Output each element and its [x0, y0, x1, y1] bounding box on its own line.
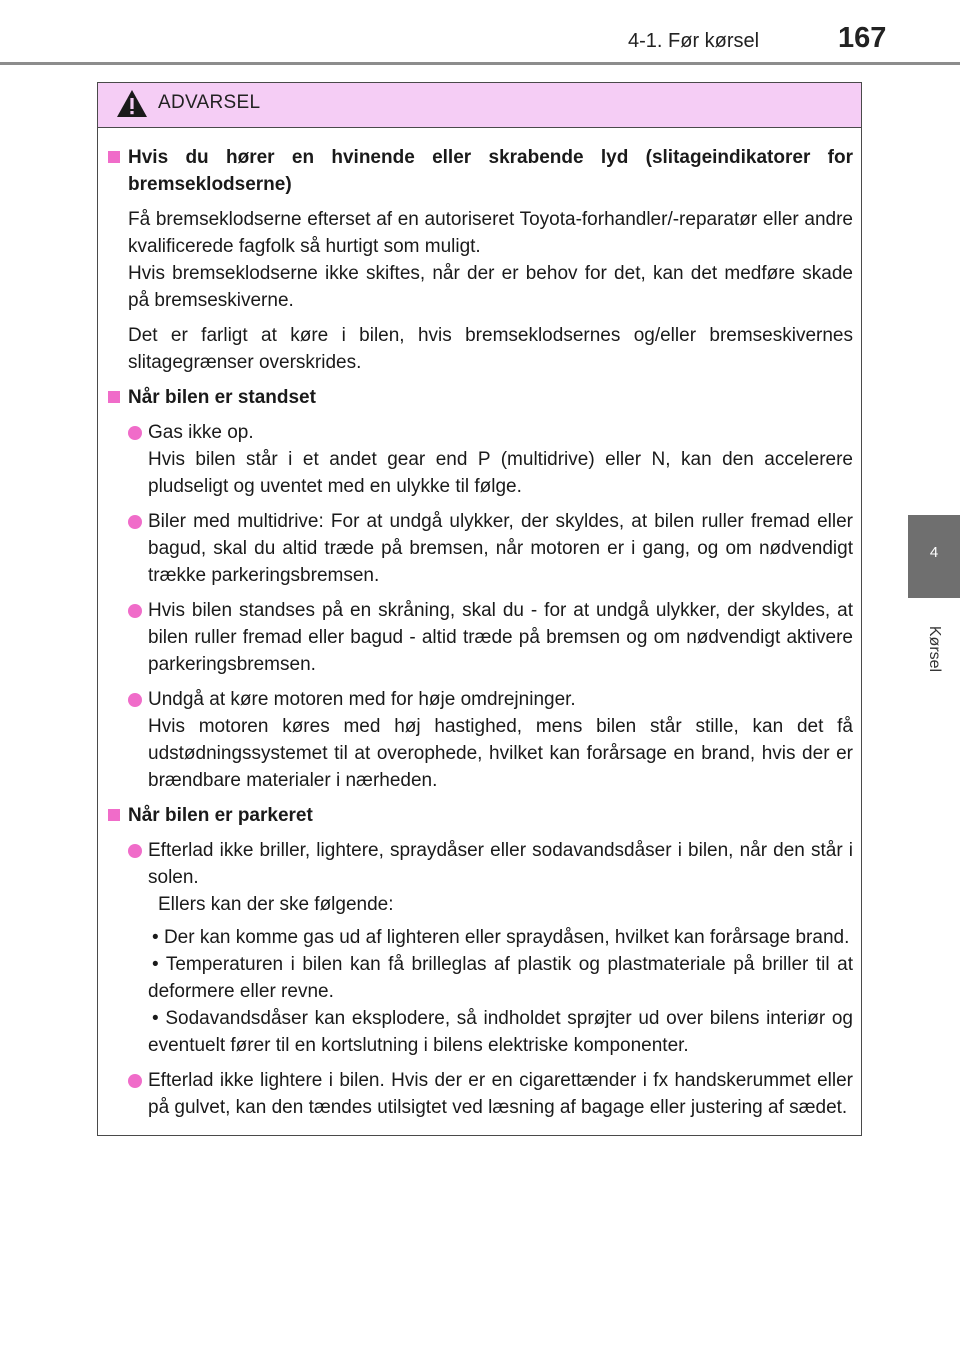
paragraph: Det er farligt at køre i bilen, hvis bremseklodsernes og/eller bremseskivernes slitagegrænser overskrides. [128, 325, 853, 373]
round-bullet-icon [128, 426, 142, 440]
chapter-label: Kørsel [926, 625, 943, 673]
section-heading: Når bilen er standset [108, 384, 853, 411]
warning-triangle-icon [116, 89, 148, 118]
paragraph: Få bremseklodserne efterset af en autoriseret Toyota-forhandler/-reparatør eller andre kvalificerede fagfolk så hurtigt som muligt. Hvis bremseklodserne ikke skiftes, når der er behov for det, kan det medføre skade på bremseskiverne. [128, 209, 853, 311]
sub-list-item: • Sodavandsdåser kan eksplodere, så indholdet sprøjter ud over bilens interiør og eventuelt fører til en kortslutning i bilens elektriske komponenter. [148, 1008, 854, 1056]
small-bullet-icon: • [152, 954, 159, 975]
list-item: Biler med multidrive: For at undgå ulykker, der skyldes, at bilen ruller fremad eller bagud, skal du altid træde på bremsen, når motoren er i gang, og om nødvendigt trække parkeringsbremsen. [128, 508, 853, 589]
section-heading: Når bilen er parkeret [108, 802, 853, 829]
sub-list-item: • Der kan komme gas ud af lighteren eller spraydåsen, hvilket kan forårsage brand. [148, 924, 853, 951]
sub-list-item: • Temperaturen i bilen kan få brilleglas af plastik og plastmateriale på briller til at deformere eller revne. [148, 954, 853, 1002]
square-bullet-icon [108, 391, 120, 403]
list-item: Gas ikke op. Hvis bilen står i et andet gear end P (multidrive) eller N, kan den accelerere pludseligt og uventet med en ulykke til følge. [128, 419, 853, 500]
small-bullet-icon: • [152, 1008, 159, 1029]
round-bullet-icon [128, 693, 142, 707]
warning-box [97, 82, 862, 1136]
round-bullet-icon [128, 515, 142, 529]
list-item: Efterlad ikke briller, lightere, spraydåser eller sodavandsdåser i bilen, når den står i solen. Ellers kan der ske følgende: • Der kan komme gas ud af lighteren eller spraydåsen, hvilket kan forårsage brand. • Temperaturen i bilen kan få brilleglas af plastik og plastmateriale på briller til at deformere eller revne. • Sodavandsdåser kan eksplodere, så indholdet sprøjter ud over bilens interiør og eventuelt fører til en kortslutning i bilens elektriske komponenter. [128, 837, 853, 1059]
warning-title: ADVARSEL [158, 92, 261, 113]
header-divider [0, 62, 960, 65]
chapter-number: 4 [929, 544, 939, 561]
sub-list [148, 924, 853, 1059]
chapter-tab [908, 515, 960, 598]
square-bullet-icon [108, 151, 120, 163]
page-number: 167 [838, 22, 887, 54]
list-item: Undgå at køre motoren med for høje omdrejninger. Hvis motoren køres med høj hastighed, mens bilen står stille, kan det få udstødningssystemet til at overophede, hvilket kan forårsage en brand, hvis der er brændbare materialer i nærheden. [128, 686, 853, 794]
list-item: Hvis bilen standses på en skråning, skal du - for at undgå ulykker, der skyldes, at bilen ruller fremad eller bagud - altid træde på bremsen og om nødvendigt aktivere parkeringsbremsen. [128, 597, 853, 678]
section-title: 4-1. Før kørsel [628, 30, 760, 52]
square-bullet-icon [108, 809, 120, 821]
small-bullet-icon: • [152, 927, 159, 948]
round-bullet-icon [128, 1074, 142, 1088]
round-bullet-icon [128, 844, 142, 858]
list-item: Efterlad ikke lightere i bilen. Hvis der er en cigarettænder i fx handskerummet eller på gulvet, kan den tændes utilsigtet ved læsning af bagage eller justering af sædet. [128, 1067, 853, 1121]
warning-header [98, 83, 861, 128]
section-heading: Hvis du hører en hvinende eller skrabende lyd (slitageindikatorer for bremseklodserne) [108, 144, 853, 198]
warning-body [98, 128, 861, 1121]
round-bullet-icon [128, 604, 142, 618]
